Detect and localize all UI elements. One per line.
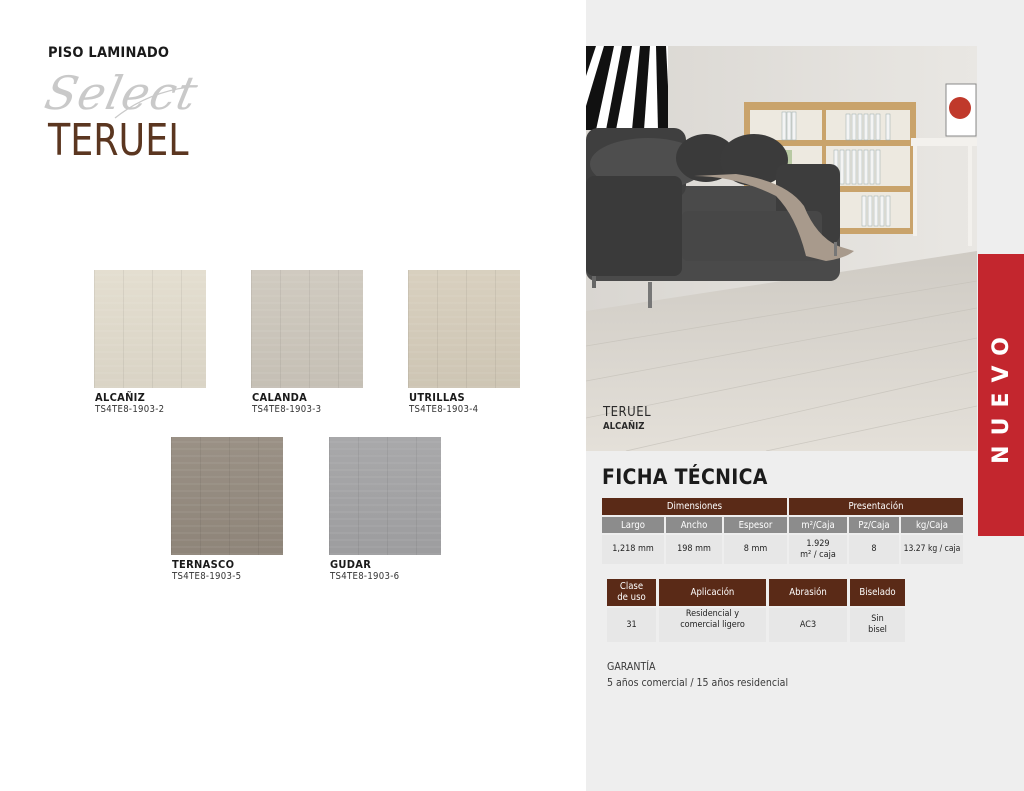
col-header-clase-de-uso: Clase de uso bbox=[607, 579, 656, 606]
new-badge bbox=[978, 254, 1024, 536]
value-ancho: 198 mm bbox=[666, 535, 722, 564]
photo-caption-title: TERUEL bbox=[603, 405, 652, 420]
col-header-abrasion: Abrasión bbox=[769, 579, 847, 606]
value-clase-de-uso: 31 bbox=[607, 608, 656, 642]
spec-sheet-title: FICHA TÉCNICA bbox=[602, 465, 768, 489]
new-badge-label: NUEVO bbox=[988, 326, 1014, 464]
col-header-biselado: Biselado bbox=[850, 579, 905, 606]
swatch-gudar[interactable] bbox=[329, 437, 441, 555]
swatch-code: TS4TE8-1903-3 bbox=[252, 404, 322, 415]
value-largo: 1,218 mm bbox=[602, 535, 664, 564]
col-header-largo: Largo bbox=[602, 517, 664, 533]
group-header-dimensiones: Dimensiones bbox=[602, 498, 787, 515]
warranty-label: GARANTÍA bbox=[607, 661, 656, 673]
col-header-pz-caja: Pz/Caja bbox=[849, 517, 899, 533]
swatch-code: TS4TE8-1903-6 bbox=[330, 571, 400, 582]
script-flourish bbox=[110, 80, 200, 120]
value-aplicacion: Residencial y comercial ligero bbox=[659, 608, 766, 642]
value-kg-caja: 13.27 kg / caja bbox=[901, 535, 963, 564]
value-biselado: Sin bisel bbox=[850, 608, 905, 642]
collection-script-logo: Select bbox=[40, 66, 203, 120]
category-label: PISO LAMINADO bbox=[48, 45, 170, 61]
photo-caption-subtitle: ALCAÑIZ bbox=[603, 421, 645, 432]
swatch-name: CALANDA bbox=[252, 391, 308, 404]
swatch-name: ALCAÑIZ bbox=[95, 391, 146, 404]
value-m2-caja: 1.929 m² / caja bbox=[789, 535, 847, 564]
swatch-ternasco[interactable] bbox=[171, 437, 283, 555]
swatch-name: TERNASCO bbox=[172, 558, 235, 571]
swatch-code: TS4TE8-1903-2 bbox=[95, 404, 165, 415]
swatch-name: UTRILLAS bbox=[409, 391, 465, 404]
room-photo bbox=[586, 46, 977, 451]
swatch-name: GUDAR bbox=[330, 558, 372, 571]
swatch-utrillas[interactable] bbox=[408, 270, 520, 388]
col-header-ancho: Ancho bbox=[666, 517, 722, 533]
product-line-name: TERUEL bbox=[48, 115, 189, 166]
group-header-presentacion: Presentación bbox=[789, 498, 963, 515]
warranty-text: 5 años comercial / 15 años residencial bbox=[607, 677, 789, 689]
value-espesor: 8 mm bbox=[724, 535, 787, 564]
col-header-m2-caja: m²/Caja bbox=[789, 517, 847, 533]
value-abrasion: AC3 bbox=[769, 608, 847, 642]
col-header-kg-caja: kg/Caja bbox=[901, 517, 963, 533]
swatch-calanda[interactable] bbox=[251, 270, 363, 388]
swatch-code: TS4TE8-1903-5 bbox=[172, 571, 242, 582]
col-header-aplicacion: Aplicación bbox=[659, 579, 766, 606]
swatch-code: TS4TE8-1903-4 bbox=[409, 404, 479, 415]
swatch-alcaniz[interactable] bbox=[94, 270, 206, 388]
col-header-espesor: Espesor bbox=[724, 517, 787, 533]
value-pz-caja: 8 bbox=[849, 535, 899, 564]
